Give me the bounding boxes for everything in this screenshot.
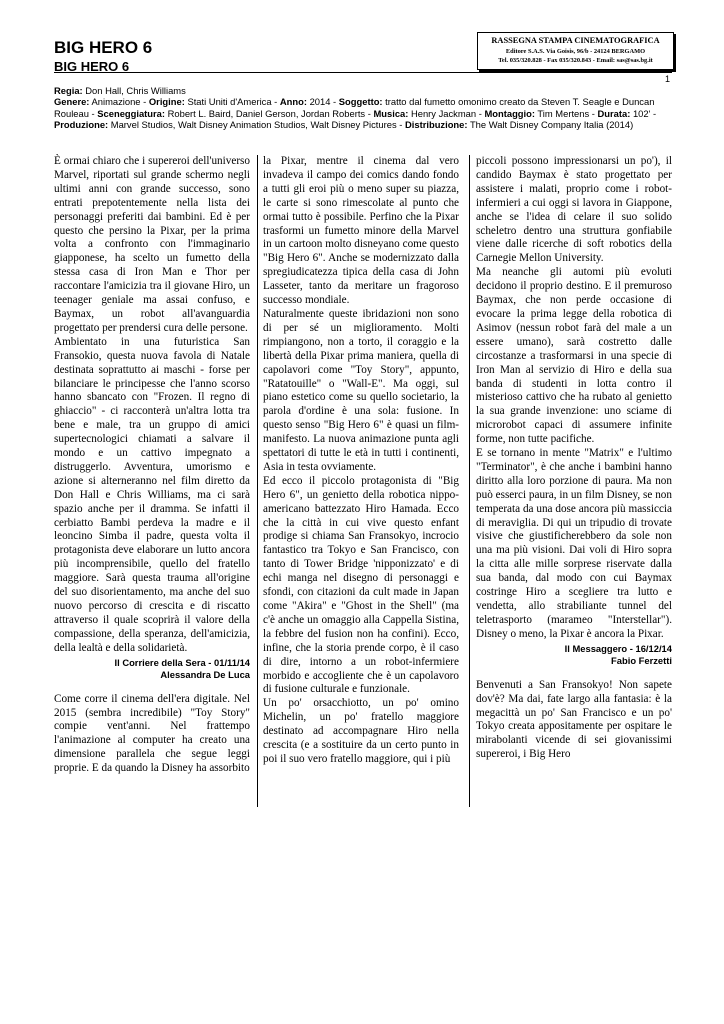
publisher-contacts: Tel. 035/320.828 - Fax 035/320.843 - Email: sas@sas.bg.it [498,57,653,64]
label: Musica: [373,107,409,119]
value: Animazione [91,96,141,108]
label: Anno: [279,96,307,108]
label: Distribuzione: [405,119,468,131]
value: tratto dal fumetto omonimo creato da Steven T. Seagle e Duncan Rouleau [54,96,655,119]
page-number: 1 [664,74,670,84]
label: Sceneggiatura: [97,107,166,119]
label: Origine: [148,96,185,108]
review-source: Il Corriere della Sera - 01/11/14 [114,656,250,668]
page-title: BIG HERO 6 [54,38,153,57]
label: Genere: [54,96,90,108]
value: Stati Uniti d'America [187,96,272,108]
column-1 [54,155,250,776]
review-author: Alessandra De Luca [160,668,250,680]
text-chunk: piccoli possono impressionarsi un po'), il candido Baymax è stato progettato per assistere i malati, proprio come i robot-infermieri a cui oggi si lavora in Giappone, anche se l'idea di celare il suo solido scheletro dentro una struttura gonfiabile viene dalle ricerche di soft robotics della Carnegie Mellon University. [476,155,672,265]
value: Don Hall, Chris Williams [85,85,186,96]
review-paragraph-start [54,693,250,776]
publisher-address: Editore S.A.S. Via Goisis, 96/b - 24124 BERGAMO [505,48,646,55]
value: 2014 [309,96,331,108]
review-author: Fabio Ferzetti [611,654,672,666]
page-subtitle: BIG HERO 6 [54,59,130,74]
text-chunk: Come corre il cinema dell'era digitale. Nel 2015 (sembra incredibile) "Toy Story" compie vent'anni. Nel frattempo l'animazione al computer ha creato una dimensione parallela che segue leggi proprie. E da quando la Disney ha assorbito [54,692,250,775]
publisher-name: RASSEGNA STAMPA CINEMATOGRAFICA [491,36,660,45]
value: 102' [632,107,651,119]
label: Soggetto: [338,96,383,108]
review-paragraph: È ormai chiaro che i supereroi dell'universo Marvel, riportati sul grande schermo negli ultimi anni con grande successo, sono entrati prepotentemente nella lista dei personaggi preferiti dai bambini. Ed è per questo che persino la Pixar, per la prima volta a confronto con l'immaginario giapponese, ha scelto un fumetto della stessa casa di Iron Man e Thor per raccontare l'amicizia tra il giovane Hiro, un teenager geniale ma assai confuso, e Baymax, un robot all'avanguardia progettato per prendersi cura delle persone. [54,155,250,334]
review-source: Il Messaggero - 16/12/14 [564,642,672,654]
review-paragraph: Ambientato in una futuristica San Fransokio, questa nuova favola di Natale destinata soprattutto ai maschi - forse per bilanciare le principesse che l'anno scorso hanno sbancato con "Frozen. Il regno di ghiaccio" - ci racconterà un'altra lotta tra bene e male, tra un gruppo di amici supertecnologici chiamati a salvare il mondo e un cattivo impegnato a distruggerlo. Avventura, umorismo e azione si alterneranno nel film diretto da Don Hall e Chris Williams, ma ci sarà spazio anche per il dramma. Se infatti il cerbiatto Bambi perdeva la madre e il leoncino Simba il padre, questa volta il protagonista deve elaborare un lutto ancora più incomprensibile, quello del fratello maggiore. Sarà questa trauma all'origine del suo disorientamento, ma anche del suo nuovo percorso di crescita e di riscatto attraverso il quale scoprirà il valore della compassione, della speranza, dell'amicizia, della lealtà e della solidarietà. [54,335,250,654]
review-paragraph-start [263,697,459,767]
review-paragraph: Naturalmente queste ibridazioni non sono di per sé un miglioramento. Molti rimpiangono, non a torto, il coraggio e la libertà della Pixar prima maniera, quella di capolavori come "Toy Story", appunto, "Ratatouille" o "Wall-E". Ma oggi, sul piano estetico come su quello societario, la parola d'ordine è una sola: fusione. In questo senso "Big Hero 6" è quasi un film-manifesto. La nuova animazione punta agli spettatori di tutte le età in tutti i continenti, Asia in testa ovviamente. [263,307,459,473]
value: The Walt Disney Company Italia (2014) [469,119,634,131]
review-paragraph: Ma neanche gli automi più evoluti decidono il proprio destino. E il premuroso Baymax, che non perde occasione di evocare la prima legge della robotica di Asimov (nessun robot farà del male a un essere umano), sarà costretto dalle circostanze a trasformarsi in una specie di Iron Man al servizio di Hiro e della sua banda di studenti in lotta contro il misterioso cattivo che ha rubato al genietto la sua grande invenzione: uno sciame di microrobot capaci di assumere infinite forme, non tutte pacifiche. [476,266,672,446]
label: Regia: [54,85,83,96]
column-2 [263,155,459,767]
credit-details: Genere: Animazione - Origine: Stati Uniti d'America - Anno: 2014 - Soggetto: tratto dal fumetto omonimo creato da Steven T. Seagle e Duncan Rouleau - Sceneggiatura: Robert L. Baird, Daniel Gerson, Jordan Roberts - Musica: Henry Jackman - Montaggio: Tim Mertens - Durata: 102' - Produzione: Marvel Studios, Walt Disney Animation Studios, Walt Disney Pictures - Distribuzione: The Walt Disney Company Italia (2014) [54,96,657,131]
film-credits [54,85,674,131]
header-divider [54,72,672,73]
review-paragraph: Benvenuti a San Fransokyo! Non sapete dov'è? Ma dai, fate largo alla fantasia: è la megacittà un po' San Francisco e un po' Tokyo creata appositamente per ospitare le mirabolanti vicende di sei giovanissimi supereroi, i Big Hero [476,678,672,761]
review-paragraph-cont [476,155,672,266]
label: Montaggio: [484,107,535,119]
text-chunk: la Pixar, mentre il cinema dal vero invadeva il campo dei comics dando fondo a tutti gli eroi più o meno super su piazza, le carte si sono rimescolate al punto che ormai tutto è possibile. Perfino che la Pixar trasformi un fumetto minore della Marvel in un cartoon molto disneyano come questo "Big Hero 6". Anche se modernizzato dalla spregiudicatezza tipica della casa di John Lasseter, tanto da meritare un fragoroso successo mondiale. [263,155,459,307]
label: Produzione: [54,119,109,131]
column-3 [476,155,672,762]
text-chunk: Un po' orsacchiotto, un po' omino Michelin, un po' fratello maggiore destinato ad accompagnare Hiro nella crescita (e a sostituire da un certo punto in poi il suo vero fratello maggiore, qui i più [263,697,459,765]
publisher-box [477,32,674,70]
title-block [54,38,152,74]
value: Robert L. Baird, Daniel Gerson, Jordan Roberts [167,107,366,119]
review-paragraph-cont [263,155,459,308]
label: Durata: [597,107,631,119]
column-divider [469,155,470,807]
credit-regia [54,85,674,96]
value: Tim Mertens [537,107,590,119]
review-paragraph: Ed ecco il piccolo protagonista di "Big Hero 6", un genietto della robotica nippo-americano battezzato Hiro Hamada. Ecco che la città in cui vive questo enfant prodige si chiama San Fransokyo, incrocio fantastico tra Tokyo e San Francisco, con tanto di Tower Bridge 'nipponizzato' e di echi manga nel disegno di personaggi e sfondi, con citazioni da cult made in Japan come "Akira" e "Ghost in the Shell" (ma c'è anche un omaggio alla Cappella Sistina, la febbre del fusion non ha confini). Ecco, infine, che la storia prende corpo, è il caso di dire, intorno a un robot-infermiere morbido e accogliente che è un capolavoro di fusione culturale e funzionale. [263,474,459,696]
column-divider [257,155,258,807]
value: Henry Jackman [410,107,477,119]
review-paragraph: E se tornano in mente "Matrix" e l'ultimo "Terminator", è che anche i bambini hanno diritto alla loro porzione di paura. Ma non può esserci paura, in un film Disney, se non temperata da una dose ancora più massiccia di meraviglia. Di qui un tripudio di trovate visive che giustificherebbero da sole non una ma più visioni. Dai voli di Hiro sopra la citta alle mille sorprese riservate dalla sua banda, dal modo con cui Baymax costringe Hiro a scegliere tra lutto e vendetta, allo strabiliante tunnel del teletrasporto (marameo "Interstellar"). Disney o meno, la Pixar è ancora la Pixar. [476,447,672,640]
value: Marvel Studios, Walt Disney Animation Studios, Walt Disney Pictures [110,119,397,131]
